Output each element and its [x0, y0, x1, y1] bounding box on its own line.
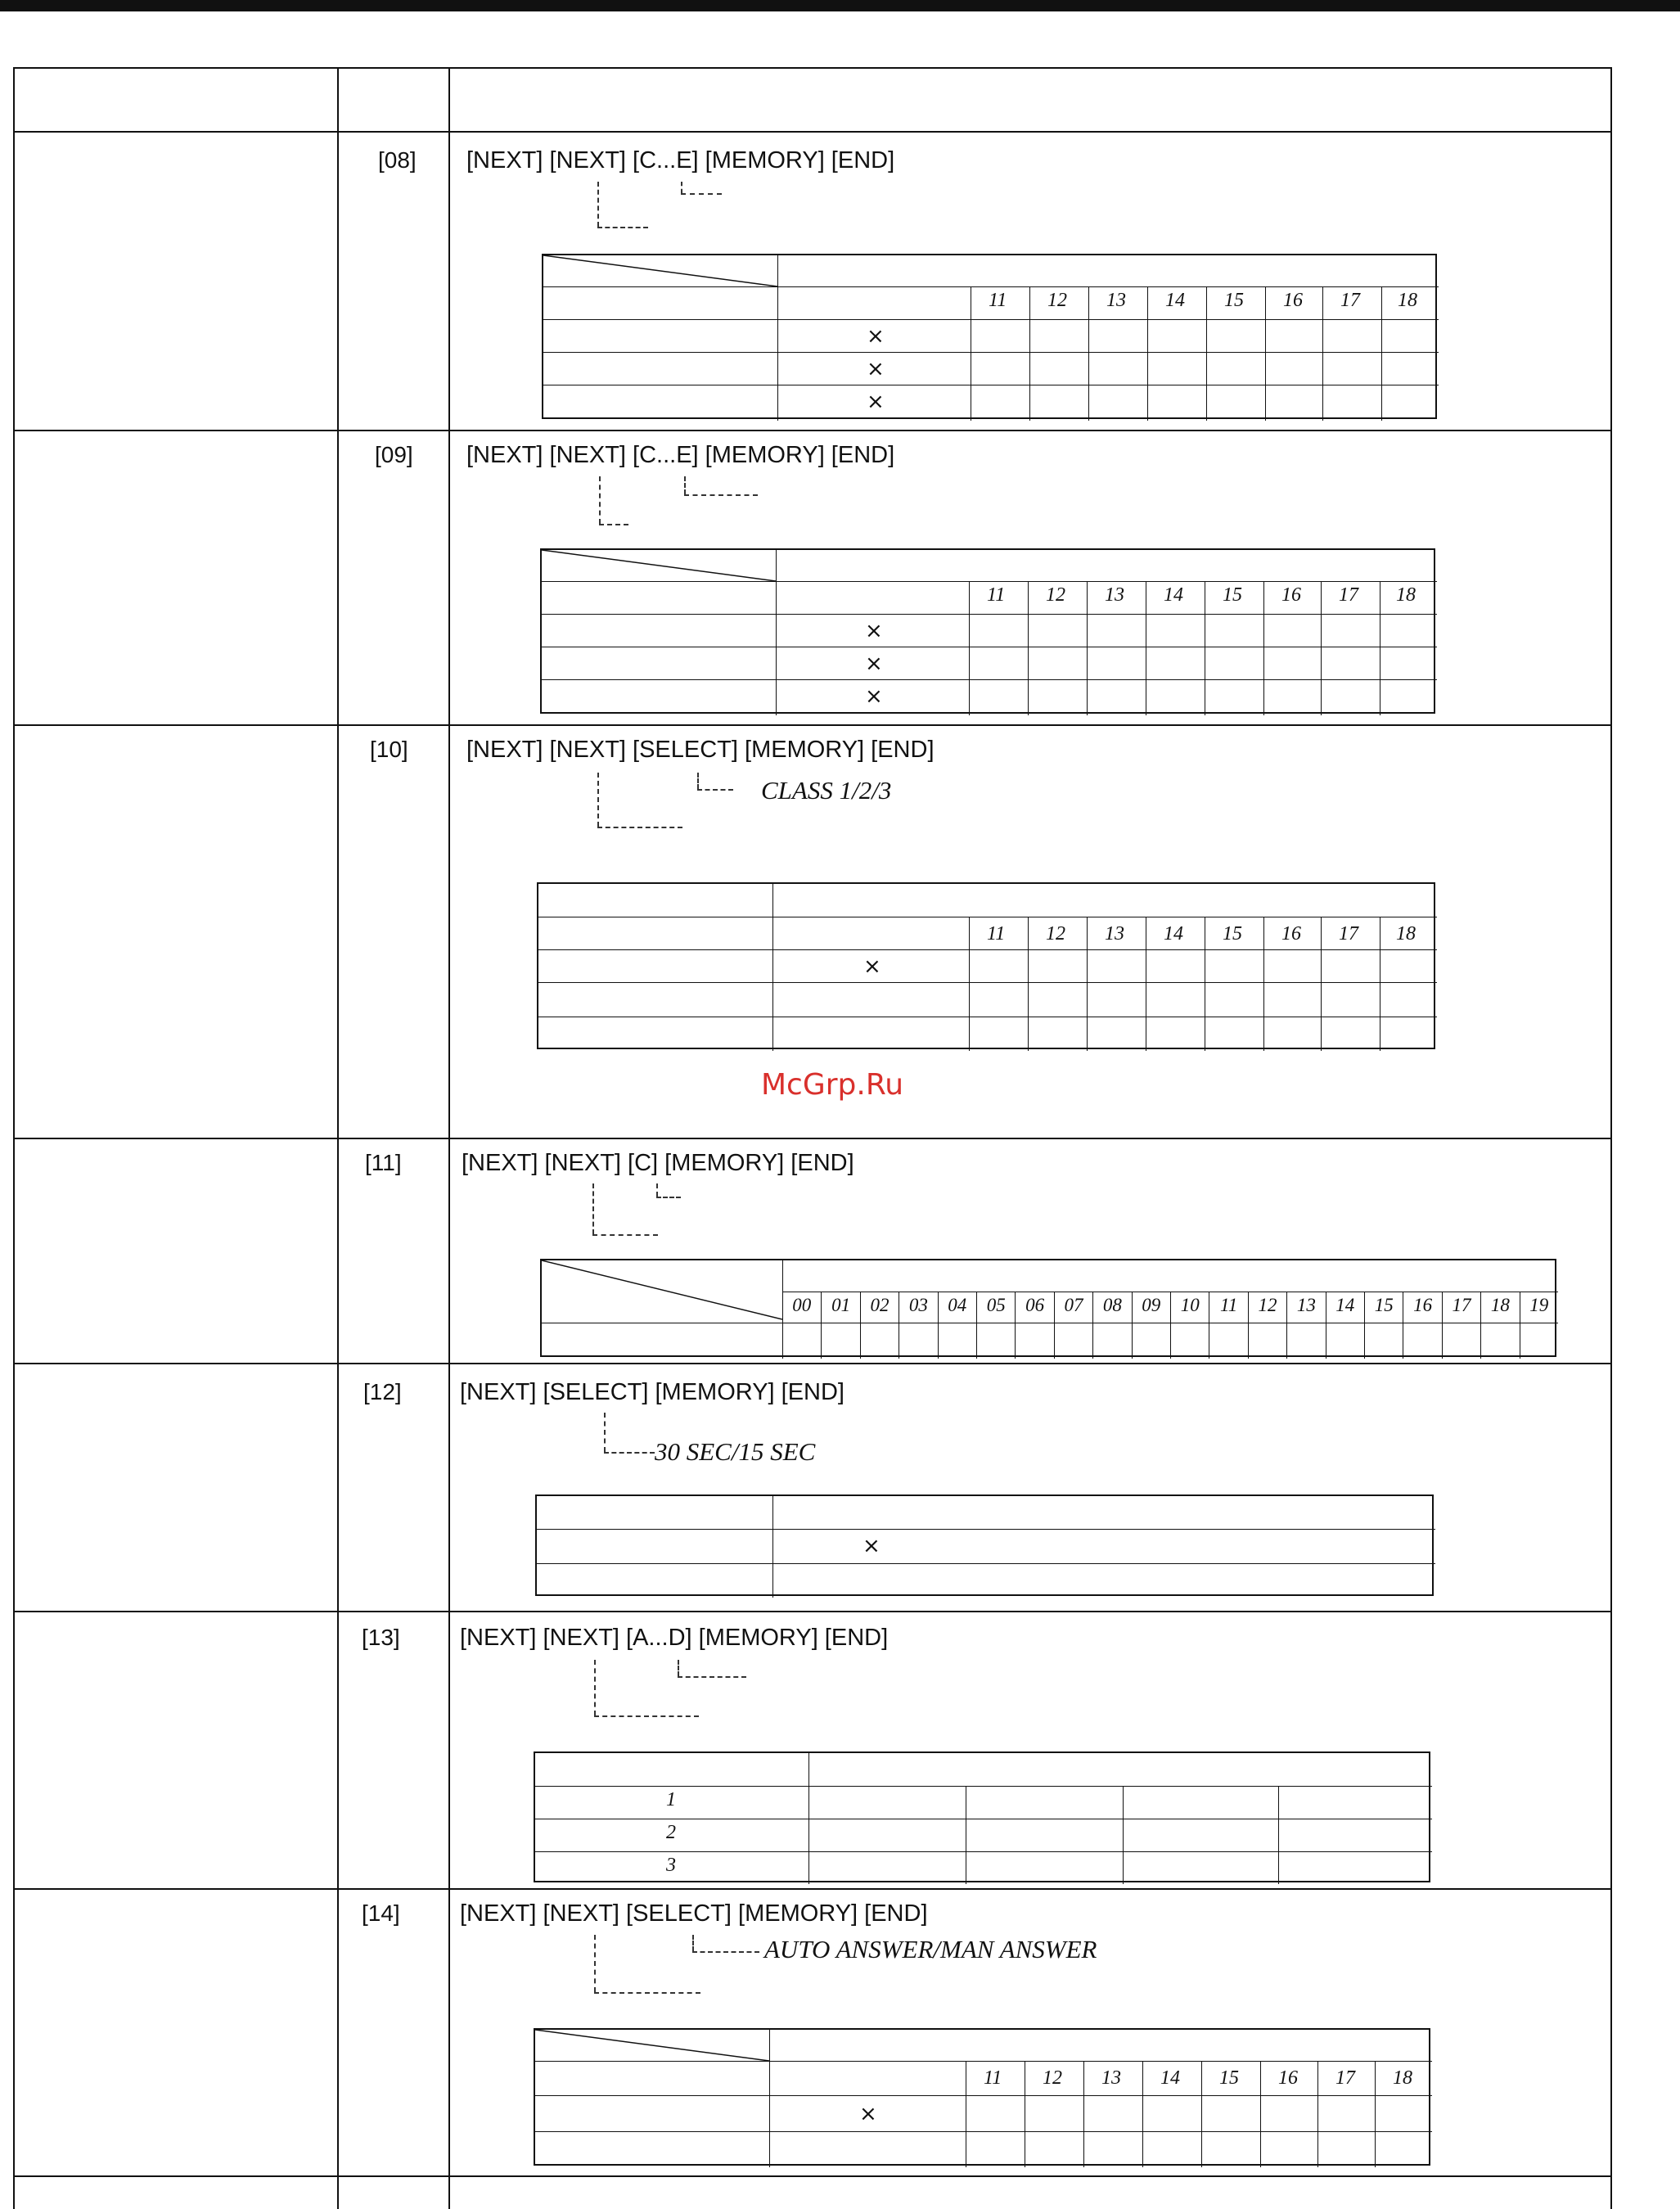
ext-20-grid: [782, 1292, 1558, 1359]
ext20-column: [1209, 1292, 1247, 1359]
ext20-column: [1170, 1292, 1209, 1359]
ext20-label: 14: [1335, 1295, 1355, 1315]
leader-line: [594, 1715, 699, 1717]
row-divider: [13, 1611, 1612, 1612]
ext-13: 13: [1101, 2067, 1121, 2089]
program-code: [12]: [363, 1379, 402, 1404]
ext20-label: 19: [1529, 1295, 1549, 1315]
ext20-label: 06: [1025, 1295, 1045, 1315]
leader-line: [684, 494, 758, 496]
extension-table: [534, 2028, 1430, 2166]
leader-line: [656, 1183, 658, 1197]
ext20-label: 11: [1219, 1295, 1238, 1315]
ext-12: 12: [1043, 2067, 1062, 2089]
diagonal-header: [542, 1260, 782, 1321]
row-divider: [13, 430, 1612, 431]
ext-18: 18: [1398, 290, 1417, 311]
leader-line: [594, 1935, 596, 1992]
ext20-column: [821, 1292, 859, 1359]
ext-15: 15: [1224, 290, 1244, 311]
row-divider: [13, 1138, 1612, 1139]
ext20-label: 05: [986, 1295, 1006, 1315]
ext-16: 16: [1281, 923, 1301, 944]
class-row-label: 2: [666, 1822, 676, 1843]
default-mark: ×: [865, 684, 883, 709]
leader-line: [599, 476, 601, 524]
ext-15: 15: [1219, 2067, 1239, 2089]
leader-line: [597, 827, 682, 828]
default-mark: ×: [859, 2102, 877, 2126]
leader-line: [604, 1452, 655, 1454]
leader-line: [594, 1660, 596, 1715]
ext-17: 17: [1335, 2067, 1355, 2089]
leader-line: [597, 182, 599, 227]
diagonal-header: [535, 2030, 769, 2062]
ext-12: 12: [1047, 290, 1067, 311]
ext-16: 16: [1283, 290, 1303, 311]
key-sequence: [NEXT] [NEXT] [SELECT] [MEMORY] [END]: [466, 737, 935, 763]
extension-table: [542, 254, 1437, 419]
class-row-label: 1: [666, 1789, 676, 1810]
ext20-column: [860, 1292, 899, 1359]
leader-line: [597, 773, 599, 827]
ext-18: 18: [1396, 584, 1416, 606]
leader-line: [692, 1935, 694, 1951]
key-sequence: [NEXT] [SELECT] [MEMORY] [END]: [460, 1379, 845, 1405]
ext20-column: [1364, 1292, 1403, 1359]
leader-line: [594, 1992, 700, 1994]
default-mark: ×: [863, 1534, 881, 1558]
table-top-border: [13, 67, 1612, 69]
ext20-label: 03: [908, 1295, 928, 1315]
leader-line: [678, 1676, 746, 1678]
ext20-column: [899, 1292, 937, 1359]
leader-line: [604, 1413, 606, 1452]
ext20-label: 08: [1102, 1295, 1122, 1315]
key-sequence: [NEXT] [NEXT] [A...D] [MEMORY] [END]: [460, 1625, 889, 1651]
row-divider: [13, 131, 1612, 133]
ext20-column: [1132, 1292, 1170, 1359]
ext-16: 16: [1278, 2067, 1298, 2089]
leader-line: [599, 524, 628, 525]
ext20-column: [1520, 1292, 1558, 1359]
leader-line: [656, 1197, 681, 1198]
ext-18: 18: [1396, 923, 1416, 944]
ext20-label: 10: [1180, 1295, 1200, 1315]
ext-11: 11: [984, 2067, 1002, 2089]
top-bar: [0, 0, 1680, 11]
ext-11: 11: [987, 584, 1006, 606]
ext20-column: [976, 1292, 1015, 1359]
ext-13: 13: [1105, 584, 1124, 606]
ext20-column: [1248, 1292, 1286, 1359]
ext20-label: 04: [948, 1295, 967, 1315]
extension-table: [540, 548, 1435, 714]
ext20-column: [1286, 1292, 1325, 1359]
setting-table: [535, 1494, 1434, 1596]
ext20-column: [1403, 1292, 1441, 1359]
leader-line: [681, 193, 722, 195]
ext20-label: 16: [1413, 1295, 1433, 1315]
diagonal-header: [542, 550, 776, 583]
ext-17: 17: [1339, 923, 1358, 944]
ext20-column: [1326, 1292, 1364, 1359]
class-table: [534, 1751, 1430, 1882]
program-code: [08]: [378, 147, 417, 173]
ext-14: 14: [1164, 584, 1183, 606]
ext-11: 11: [989, 290, 1007, 311]
ext-11: 11: [987, 923, 1006, 944]
ext20-label: 17: [1452, 1295, 1471, 1315]
ext-14: 14: [1164, 923, 1183, 944]
default-mark: ×: [865, 619, 883, 643]
watermark: McGrp.Ru: [761, 1068, 904, 1102]
ext20-label: 15: [1374, 1295, 1394, 1315]
leader-line: [678, 1660, 679, 1676]
default-mark: ×: [863, 954, 881, 979]
ext20-label: 09: [1142, 1295, 1161, 1315]
ext-17: 17: [1339, 584, 1358, 606]
ext-12: 12: [1046, 923, 1065, 944]
program-code: [13]: [362, 1625, 400, 1650]
ext20-label: 07: [1064, 1295, 1083, 1315]
ext20-label: 01: [831, 1295, 851, 1315]
key-sequence: [NEXT] [NEXT] [C] [MEMORY] [END]: [462, 1150, 854, 1176]
leader-line: [592, 1234, 658, 1236]
ext-13: 13: [1106, 290, 1126, 311]
program-code: [09]: [375, 442, 413, 467]
row-divider: [13, 1888, 1612, 1890]
option-note: CLASS 1/2/3: [761, 776, 892, 805]
ext-18: 18: [1393, 2067, 1412, 2089]
key-sequence: [NEXT] [NEXT] [SELECT] [MEMORY] [END]: [460, 1900, 928, 1927]
ext20-column: [782, 1292, 821, 1359]
ext20-label: 12: [1258, 1295, 1277, 1315]
default-mark: ×: [867, 324, 885, 349]
leader-line: [697, 789, 733, 791]
ext20-column: [1015, 1292, 1053, 1359]
ext-12: 12: [1046, 584, 1065, 606]
key-sequence: [NEXT] [NEXT] [C...E] [MEMORY] [END]: [466, 442, 895, 468]
ext20-label: 13: [1296, 1295, 1316, 1315]
leader-line: [684, 476, 686, 494]
leader-line: [681, 182, 682, 193]
ext20-column: [1092, 1292, 1131, 1359]
row-divider: [13, 724, 1612, 726]
ext-14: 14: [1165, 290, 1185, 311]
option-note: AUTO ANSWER/MAN ANSWER: [764, 1935, 1097, 1963]
program-code: [10]: [370, 737, 408, 762]
ext-15: 15: [1223, 584, 1242, 606]
program-code: [14]: [362, 1900, 400, 1926]
ext20-column: [1054, 1292, 1092, 1359]
key-sequence: [NEXT] [NEXT] [C...E] [MEMORY] [END]: [466, 147, 895, 174]
ext-15: 15: [1223, 923, 1242, 944]
leader-line: [597, 227, 648, 228]
ext-14: 14: [1160, 2067, 1180, 2089]
default-mark: ×: [867, 390, 885, 414]
ext20-column: [1480, 1292, 1519, 1359]
diagonal-header: [543, 255, 777, 288]
default-mark: ×: [865, 651, 883, 676]
option-note: 30 SEC/15 SEC: [655, 1437, 816, 1466]
ext20-column: [938, 1292, 976, 1359]
extension-table-20: [540, 1259, 1556, 1357]
ext20-label: 18: [1490, 1295, 1510, 1315]
extension-table: [537, 882, 1435, 1049]
ext20-label: 02: [870, 1295, 890, 1315]
leader-line: [692, 1951, 759, 1953]
default-mark: ×: [867, 357, 885, 381]
ext20-column: [1442, 1292, 1480, 1359]
leader-line: [697, 773, 699, 789]
ext-17: 17: [1340, 290, 1360, 311]
row-divider: [13, 1363, 1612, 1364]
ext-16: 16: [1281, 584, 1301, 606]
ext20-label: 00: [792, 1295, 812, 1315]
leader-line: [592, 1183, 594, 1234]
class-row-label: 3: [666, 1855, 676, 1876]
program-code: [11]: [365, 1150, 402, 1175]
ext-13: 13: [1105, 923, 1124, 944]
